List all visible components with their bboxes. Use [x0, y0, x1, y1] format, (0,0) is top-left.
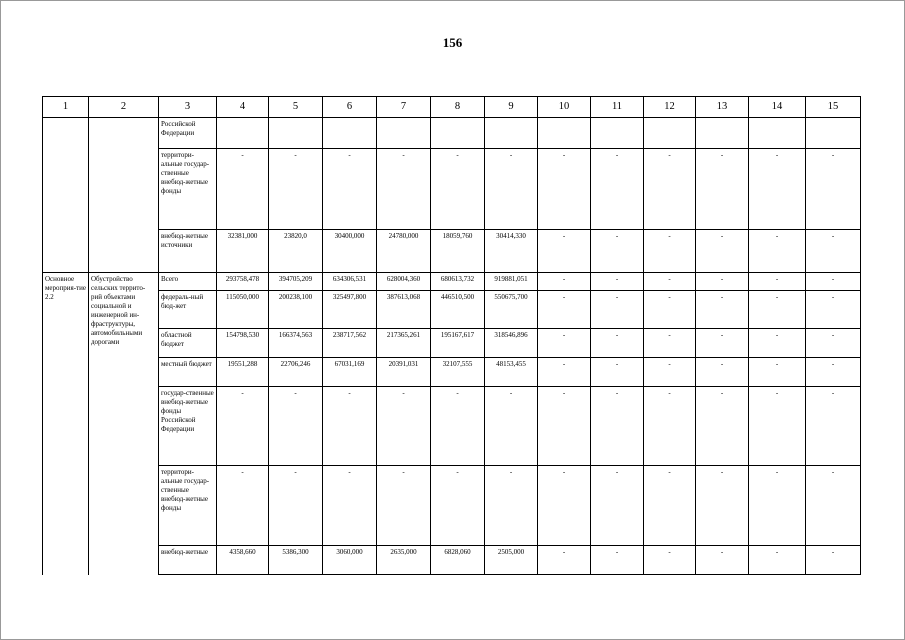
value-cell: -	[269, 149, 323, 230]
table-row	[43, 118, 861, 149]
funding-source: территори-альные государ-ственные внебюд-жетные фонды	[159, 466, 217, 546]
value-cell: -	[217, 466, 269, 546]
dash-cell: -	[538, 149, 591, 230]
event-name-cell	[43, 273, 89, 575]
dash-cell	[696, 118, 749, 149]
value-cell: 446510,500	[431, 291, 485, 329]
dash-cell: -	[644, 358, 696, 387]
funding-source: территори-альные государ-ственные внебюд-жетные фонды	[159, 149, 217, 230]
value-cell: 19551,288	[217, 358, 269, 387]
dash-cell: -	[644, 149, 696, 230]
dash-cell: -	[806, 546, 861, 575]
dash-cell	[538, 118, 591, 149]
dash-cell: -	[749, 329, 806, 358]
event-description-continued-cell	[89, 118, 159, 273]
dash-cell: -	[644, 273, 696, 291]
funding-source: областной бюджет	[159, 329, 217, 358]
dash-cell: -	[591, 291, 644, 329]
table-row	[43, 387, 861, 466]
value-cell: 5386,300	[269, 546, 323, 575]
dash-cell: -	[591, 273, 644, 291]
value-cell: 30400,000	[323, 230, 377, 273]
budget-table	[42, 96, 861, 575]
value-cell	[269, 118, 323, 149]
dash-cell: -	[591, 546, 644, 575]
value-cell: -	[485, 149, 538, 230]
dash-cell: -	[696, 291, 749, 329]
value-cell: -	[269, 466, 323, 546]
value-cell: -	[377, 387, 431, 466]
column-header: 4	[217, 97, 269, 118]
table-row	[43, 358, 861, 387]
value-cell: 24780,000	[377, 230, 431, 273]
value-cell: -	[217, 387, 269, 466]
dash-cell: -	[806, 273, 861, 291]
column-header: 12	[644, 97, 696, 118]
dash-cell: -	[806, 466, 861, 546]
header-row	[43, 97, 861, 118]
dash-cell: -	[644, 387, 696, 466]
table-row	[43, 273, 861, 291]
value-cell: 30414,330	[485, 230, 538, 273]
value-cell: 20391,031	[377, 358, 431, 387]
value-cell: 154798,530	[217, 329, 269, 358]
value-cell: 22706,246	[269, 358, 323, 387]
dash-cell: -	[806, 387, 861, 466]
column-header: 6	[323, 97, 377, 118]
table-row	[43, 329, 861, 358]
dash-cell: -	[538, 387, 591, 466]
value-cell: -	[269, 387, 323, 466]
dash-cell: -	[644, 230, 696, 273]
dash-cell: -	[591, 387, 644, 466]
dash-cell: -	[644, 291, 696, 329]
value-cell: 166374,563	[269, 329, 323, 358]
dash-cell	[644, 118, 696, 149]
dash-cell: -	[538, 466, 591, 546]
column-header: 8	[431, 97, 485, 118]
dash-cell: -	[538, 273, 591, 291]
value-cell: 115050,000	[217, 291, 269, 329]
value-cell: -	[431, 149, 485, 230]
dash-cell: -	[749, 466, 806, 546]
value-cell: -	[323, 466, 377, 546]
value-cell: -	[485, 387, 538, 466]
dash-cell: -	[591, 149, 644, 230]
value-cell: 680613,732	[431, 273, 485, 291]
dash-cell: -	[749, 273, 806, 291]
value-cell: -	[323, 149, 377, 230]
dash-cell: -	[806, 358, 861, 387]
dash-cell: -	[749, 291, 806, 329]
dash-cell: -	[538, 291, 591, 329]
column-header: 3	[159, 97, 217, 118]
table-body	[43, 97, 861, 575]
value-cell: 200238,100	[269, 291, 323, 329]
column-header: 5	[269, 97, 323, 118]
column-header: 7	[377, 97, 431, 118]
column-header: 9	[485, 97, 538, 118]
funding-source: внебюд-жетные	[159, 546, 217, 575]
dash-cell	[749, 118, 806, 149]
page-number: 156	[442, 35, 463, 50]
value-cell: 550675,700	[485, 291, 538, 329]
value-cell: -	[431, 387, 485, 466]
value-cell: 387613,068	[377, 291, 431, 329]
dash-cell	[806, 118, 861, 149]
dash-cell: -	[591, 358, 644, 387]
dash-cell: -	[591, 230, 644, 273]
table-row	[43, 466, 861, 546]
value-cell: 18059,760	[431, 230, 485, 273]
table-row	[43, 546, 861, 575]
column-header: 15	[806, 97, 861, 118]
value-cell	[323, 118, 377, 149]
event-description: Обустройство сельских террито-рий объектами социальной и инженерной ин-фраструктуры, автомобильными дорогами	[91, 275, 146, 346]
table-row	[43, 149, 861, 230]
value-cell: 2635,000	[377, 546, 431, 575]
column-header: 2	[89, 97, 159, 118]
value-cell: 238717,562	[323, 329, 377, 358]
column-header: 14	[749, 97, 806, 118]
value-cell	[485, 118, 538, 149]
value-cell: 2505,000	[485, 546, 538, 575]
value-cell: -	[485, 466, 538, 546]
dash-cell: -	[696, 387, 749, 466]
funding-source: местный бюджет	[159, 358, 217, 387]
value-cell: 634306,531	[323, 273, 377, 291]
value-cell: 628004,360	[377, 273, 431, 291]
dash-cell: -	[538, 358, 591, 387]
funding-source: федераль-ный бюд-жет	[159, 291, 217, 329]
value-cell: 394705,209	[269, 273, 323, 291]
dash-cell: -	[749, 387, 806, 466]
dash-cell: -	[749, 230, 806, 273]
dash-cell: -	[749, 149, 806, 230]
value-cell: 48153,455	[485, 358, 538, 387]
dash-cell	[591, 118, 644, 149]
dash-cell: -	[696, 230, 749, 273]
event-name: Основное мероприя-тие 2.2	[45, 275, 86, 301]
dash-cell: -	[806, 230, 861, 273]
column-header: 13	[696, 97, 749, 118]
value-cell	[431, 118, 485, 149]
value-cell: 23820,0	[269, 230, 323, 273]
dash-cell: -	[806, 291, 861, 329]
value-cell: 919881,051	[485, 273, 538, 291]
dash-cell: -	[538, 230, 591, 273]
value-cell: -	[377, 466, 431, 546]
dash-cell: -	[538, 546, 591, 575]
dash-cell: -	[644, 329, 696, 358]
dash-cell: -	[696, 466, 749, 546]
dash-cell: -	[644, 466, 696, 546]
dash-cell: -	[538, 329, 591, 358]
value-cell: -	[377, 149, 431, 230]
dash-cell: -	[749, 358, 806, 387]
value-cell: 6828,060	[431, 546, 485, 575]
funding-source: Российской Федерации	[159, 118, 217, 149]
value-cell: 67031,169	[323, 358, 377, 387]
dash-cell: -	[806, 149, 861, 230]
column-header: 10	[538, 97, 591, 118]
funding-source: Всего	[159, 273, 217, 291]
dash-cell: -	[696, 546, 749, 575]
value-cell: 195167,617	[431, 329, 485, 358]
value-cell: 293758,478	[217, 273, 269, 291]
dash-cell: -	[591, 466, 644, 546]
dash-cell: -	[696, 273, 749, 291]
value-cell: -	[217, 149, 269, 230]
funding-source: государ-ственные внебюд-жетные фонды Российской Федерации	[159, 387, 217, 466]
table-row	[43, 230, 861, 273]
value-cell: -	[323, 387, 377, 466]
dash-cell: -	[696, 149, 749, 230]
value-cell: 4358,660	[217, 546, 269, 575]
dash-cell: -	[696, 329, 749, 358]
dash-cell: -	[749, 546, 806, 575]
value-cell: 32381,000	[217, 230, 269, 273]
value-cell	[377, 118, 431, 149]
dash-cell: -	[696, 358, 749, 387]
dash-cell: -	[591, 329, 644, 358]
funding-source: внебюд-жетные источники	[159, 230, 217, 273]
event-name-continued-cell	[43, 118, 89, 273]
value-cell: -	[431, 466, 485, 546]
column-header: 1	[43, 97, 89, 118]
column-header: 11	[591, 97, 644, 118]
value-cell: 217365,261	[377, 329, 431, 358]
event-description-cell	[89, 273, 159, 575]
value-cell: 325497,800	[323, 291, 377, 329]
dash-cell: -	[806, 329, 861, 358]
value-cell	[217, 118, 269, 149]
table-row	[43, 291, 861, 329]
value-cell: 3060,000	[323, 546, 377, 575]
value-cell: 318546,896	[485, 329, 538, 358]
value-cell: 32107,555	[431, 358, 485, 387]
dash-cell: -	[644, 546, 696, 575]
